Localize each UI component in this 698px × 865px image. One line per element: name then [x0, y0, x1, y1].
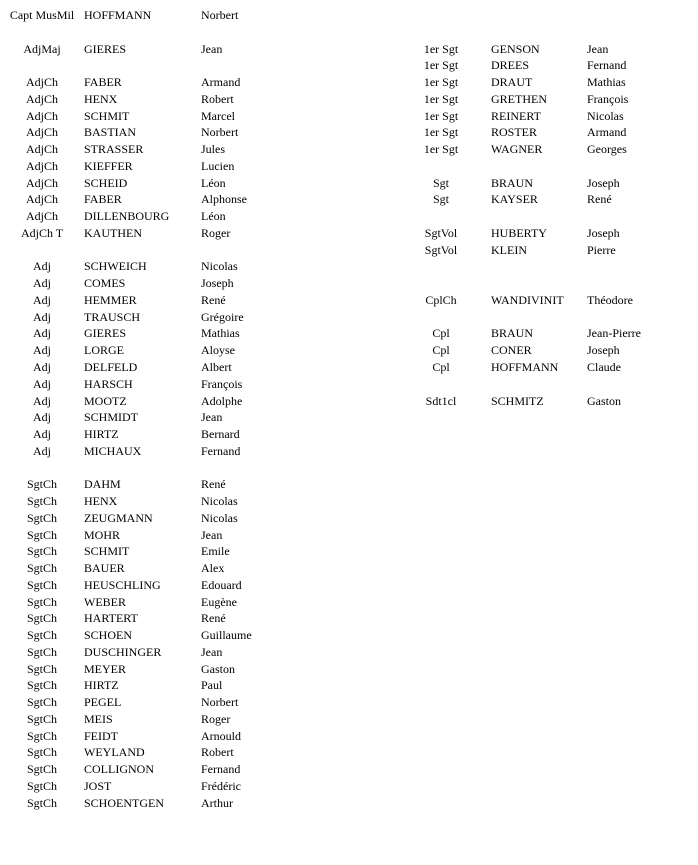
- surname-label: GIERES: [84, 41, 126, 56]
- first-name-label: Alex: [201, 561, 225, 576]
- first-name-label: Nicolas: [201, 510, 238, 525]
- first-name-label: René: [201, 611, 226, 626]
- surname-label: SCHWEICH: [84, 259, 147, 274]
- rank-label: AdjCh: [25, 175, 58, 190]
- first-name-label: Lucien: [201, 158, 235, 173]
- rank-label: SgtCh: [26, 561, 57, 576]
- rank-label: Adj: [33, 292, 51, 307]
- surname-label: MICHAUX: [84, 443, 142, 458]
- first-name-label: Jean: [587, 41, 609, 56]
- rank-label: Adj: [33, 443, 51, 458]
- first-name-label: Théodore: [587, 292, 633, 307]
- first-name-label: Joseph: [587, 175, 620, 190]
- first-name-label: Mathias: [201, 326, 240, 341]
- surname-label: COLLIGNON: [84, 762, 154, 777]
- first-name-label: Fernand: [201, 762, 241, 777]
- surname-label: BRAUN: [491, 175, 534, 190]
- surname-label: FABER: [84, 75, 122, 89]
- rank-label: 1er Sgt: [423, 41, 459, 56]
- first-name-label: François: [201, 376, 243, 391]
- first-name-label: René: [201, 292, 226, 307]
- surname-label: JOST: [84, 779, 112, 793]
- surname-label: HEMMER: [84, 292, 137, 307]
- first-name-label: Jean: [201, 644, 223, 659]
- first-name-label: Roger: [201, 225, 231, 240]
- first-name-label: Georges: [587, 142, 627, 157]
- surname-label: GRETHEN: [491, 91, 547, 106]
- first-name-label: Alphonse: [201, 192, 247, 207]
- surname-label: COMES: [84, 276, 126, 291]
- first-name-label: Robert: [201, 91, 234, 106]
- first-name-label: Robert: [201, 745, 234, 760]
- rank-label: Adj: [33, 276, 51, 291]
- surname-label: REINERT: [491, 108, 541, 123]
- first-name-label: Aloyse: [201, 343, 235, 358]
- surname-label: HOFFMANN: [491, 360, 559, 374]
- first-name-label: Joseph: [587, 343, 620, 358]
- surname-label: BRAUN: [491, 326, 534, 341]
- rank-label: AdjCh: [25, 75, 58, 89]
- first-name-label: Gaston: [201, 661, 235, 676]
- rank-label: 1er Sgt: [423, 142, 459, 157]
- surname-label: DREES: [491, 58, 530, 73]
- surname-label: WAGNER: [491, 142, 543, 157]
- surname-label: DAHM: [84, 477, 121, 492]
- first-name-label: René: [201, 477, 226, 492]
- rank-label: Cpl: [432, 343, 450, 358]
- surname-label: GIERES: [84, 326, 126, 341]
- surname-label: WANDIVINIT: [491, 292, 564, 307]
- surname-label: DILLENBOURG: [84, 209, 170, 224]
- first-name-label: Fernand: [201, 443, 241, 458]
- first-name-label: Jean: [201, 410, 223, 425]
- rank-label: SgtCh: [26, 628, 57, 643]
- first-name-label: Fernand: [587, 58, 627, 73]
- first-name-label: Jean: [201, 527, 223, 542]
- first-name-label: Guillaume: [201, 628, 252, 643]
- rank-label: Adj: [33, 309, 51, 324]
- first-name-label: Arthur: [201, 795, 233, 810]
- rank-label: SgtCh: [26, 745, 57, 760]
- surname-label: WEBER: [84, 594, 126, 609]
- rank-label: Adj: [33, 259, 51, 274]
- first-name-label: Paul: [201, 678, 223, 693]
- surname-label: ROSTER: [491, 125, 538, 140]
- rank-label: 1er Sgt: [423, 125, 459, 140]
- rank-label: SgtVol: [424, 242, 458, 257]
- rank-label: AdjCh: [25, 192, 58, 207]
- surname-label: BAUER: [84, 561, 125, 576]
- rank-label: CplCh: [425, 292, 457, 307]
- rank-label: AdjCh T: [20, 225, 64, 240]
- surname-label: MOOTZ: [84, 393, 127, 408]
- surname-label: HEUSCHLING: [84, 577, 161, 592]
- first-name-label: Nicolas: [587, 108, 624, 123]
- first-name-label: Norbert: [201, 8, 239, 22]
- rank-label: AdjMaj: [23, 41, 61, 56]
- surname-label: WEYLAND: [84, 745, 145, 760]
- surname-label: KLEIN: [491, 242, 527, 257]
- first-name-label: Claude: [587, 360, 621, 374]
- first-name-label: Arnould: [201, 728, 241, 743]
- rank-label: AdjCh: [25, 91, 58, 106]
- rank-label: AdjCh: [25, 108, 58, 123]
- surname-label: DELFELD: [84, 360, 138, 374]
- first-name-label: Grégoire: [201, 309, 244, 324]
- surname-label: MEYER: [84, 661, 126, 676]
- rank-label: SgtCh: [26, 594, 57, 609]
- surname-label: KIEFFER: [84, 158, 133, 173]
- rank-label: SgtCh: [26, 711, 57, 726]
- rank-label: SgtCh: [26, 644, 57, 659]
- first-name-label: Joseph: [587, 225, 620, 240]
- surname-label: HOFFMANN: [84, 8, 152, 22]
- first-name-label: Edouard: [201, 577, 242, 592]
- first-name-label: Emile: [201, 544, 230, 559]
- first-name-label: Armand: [587, 125, 627, 140]
- first-name-label: Bernard: [201, 427, 240, 441]
- first-name-label: Frédéric: [201, 779, 241, 793]
- first-name-label: Roger: [201, 711, 231, 726]
- surname-label: KAUTHEN: [84, 225, 142, 240]
- first-name-label: Armand: [201, 75, 241, 89]
- rank-label: Cpl: [432, 360, 450, 374]
- first-name-label: Joseph: [201, 276, 234, 291]
- rank-label: Adj: [33, 393, 51, 408]
- first-name-label: René: [587, 192, 612, 207]
- surname-label: PEGEL: [84, 695, 122, 710]
- rank-label: AdjCh: [25, 125, 58, 140]
- rank-label: Sgt: [432, 175, 449, 190]
- rank-label: SgtCh: [26, 494, 57, 508]
- rank-label: 1er Sgt: [423, 58, 459, 73]
- surname-label: KAYSER: [491, 192, 538, 207]
- rank-label: SgtCh: [26, 678, 57, 693]
- rank-label: Adj: [33, 376, 51, 391]
- surname-label: HENX: [84, 494, 118, 508]
- first-name-label: Mathias: [587, 75, 626, 89]
- first-name-label: Nicolas: [201, 259, 238, 274]
- rank-label: Capt MusMil: [9, 8, 75, 22]
- surname-label: SCHMITZ: [491, 393, 544, 408]
- surname-label: FABER: [84, 192, 122, 207]
- first-name-label: Albert: [201, 360, 232, 374]
- first-name-label: Norbert: [201, 695, 239, 710]
- surname-label: HIRTZ: [84, 427, 119, 441]
- rank-label: SgtCh: [26, 477, 57, 492]
- surname-label: SCHMIT: [84, 108, 130, 123]
- surname-label: FEIDT: [84, 728, 118, 743]
- rank-label: SgtCh: [26, 762, 57, 777]
- rank-label: Sgt: [432, 192, 449, 207]
- rank-label: Sdt1cl: [425, 393, 457, 408]
- rank-label: Adj: [33, 427, 51, 441]
- surname-label: LORGE: [84, 343, 124, 358]
- first-name-label: Jean-Pierre: [587, 326, 641, 341]
- surname-label: SCHOENTGEN: [84, 795, 164, 810]
- surname-label: STRASSER: [84, 142, 144, 157]
- surname-label: GENSON: [491, 41, 540, 56]
- surname-label: HENX: [84, 91, 118, 106]
- surname-label: TRAUSCH: [84, 309, 141, 324]
- first-name-label: Marcel: [201, 108, 235, 123]
- surname-label: HIRTZ: [84, 678, 119, 693]
- first-name-label: Jean: [201, 41, 223, 56]
- rank-label: SgtVol: [424, 225, 458, 240]
- surname-label: SCHOEN: [84, 628, 133, 643]
- rank-label: SgtCh: [26, 611, 57, 626]
- rank-label: SgtCh: [26, 510, 57, 525]
- surname-label: HARSCH: [84, 376, 133, 391]
- first-name-label: Léon: [201, 209, 226, 224]
- surname-label: ZEUGMANN: [84, 510, 153, 525]
- rank-label: Adj: [33, 326, 51, 341]
- rank-label: 1er Sgt: [423, 75, 459, 89]
- rank-label: SgtCh: [26, 661, 57, 676]
- first-name-label: Adolphe: [201, 393, 243, 408]
- surname-label: MOHR: [84, 527, 121, 542]
- surname-label: SCHMIDT: [84, 410, 139, 425]
- rank-label: 1er Sgt: [423, 91, 459, 106]
- first-name-label: Léon: [201, 175, 226, 190]
- surname-label: SCHEID: [84, 175, 128, 190]
- surname-label: HARTERT: [84, 611, 138, 626]
- rank-label: AdjCh: [25, 209, 58, 224]
- rank-label: Adj: [33, 360, 51, 374]
- surname-label: HUBERTY: [491, 225, 547, 240]
- rank-label: SgtCh: [26, 728, 57, 743]
- rank-label: SgtCh: [26, 795, 57, 810]
- surname-label: DUSCHINGER: [84, 644, 162, 659]
- surname-label: DRAUT: [491, 75, 533, 89]
- first-name-label: Jules: [201, 142, 225, 157]
- first-name-label: Gaston: [587, 393, 621, 408]
- first-name-label: François: [587, 91, 629, 106]
- rank-label: SgtCh: [26, 544, 57, 559]
- first-name-label: Pierre: [587, 242, 616, 257]
- rank-label: SgtCh: [26, 779, 57, 793]
- rank-label: AdjCh: [25, 158, 58, 173]
- rank-label: SgtCh: [26, 527, 57, 542]
- rank-label: Adj: [33, 410, 51, 425]
- rank-label: SgtCh: [26, 577, 57, 592]
- surname-label: BASTIAN: [84, 125, 137, 140]
- rank-label: Cpl: [432, 326, 450, 341]
- rank-label: AdjCh: [25, 142, 58, 157]
- rank-label: 1er Sgt: [423, 108, 459, 123]
- surname-label: SCHMIT: [84, 544, 130, 559]
- surname-label: MEIS: [84, 711, 113, 726]
- rank-label: SgtCh: [26, 695, 57, 710]
- first-name-label: Eugène: [201, 594, 237, 609]
- first-name-label: Nicolas: [201, 494, 238, 508]
- first-name-label: Norbert: [201, 125, 239, 140]
- surname-label: CONER: [491, 343, 532, 358]
- rank-label: Adj: [33, 343, 51, 358]
